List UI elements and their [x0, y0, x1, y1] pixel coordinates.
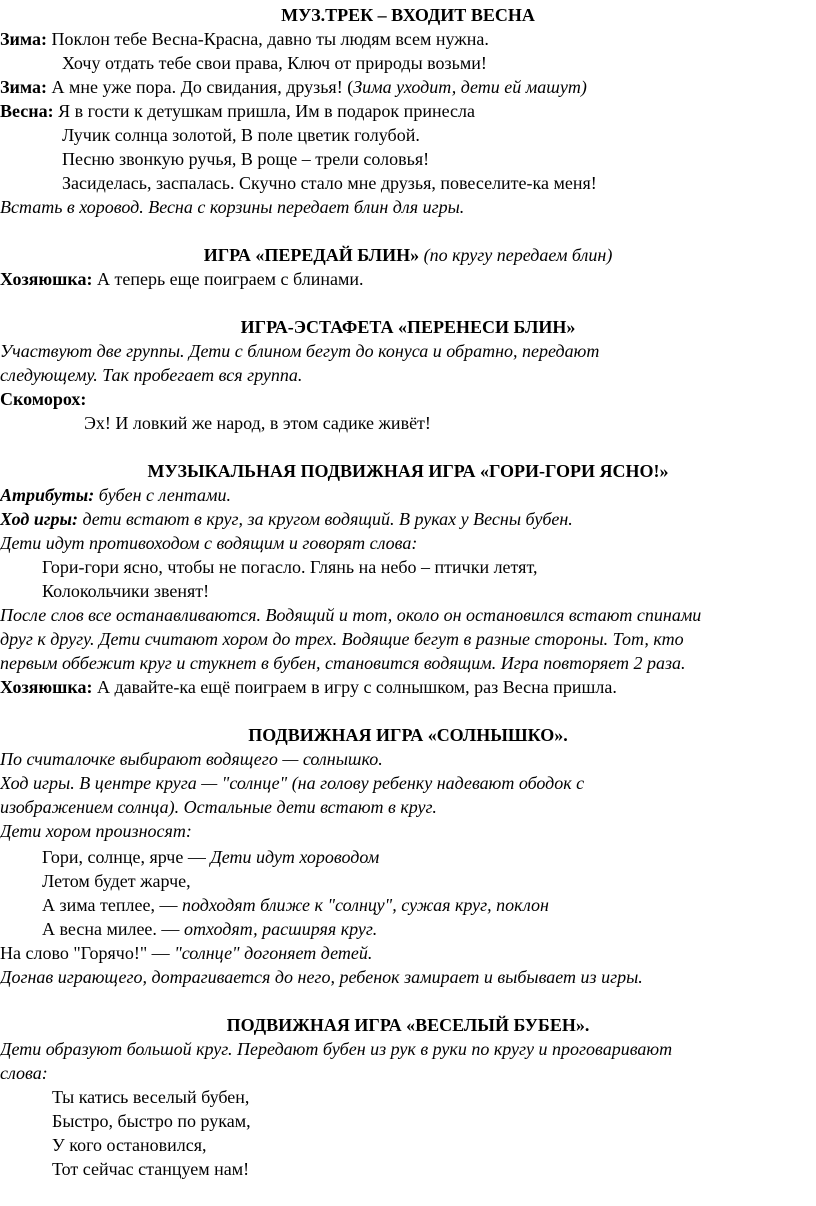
label: Ход игры: [0, 509, 78, 529]
stage-note: Встать в хоровод. Весна с корзины передает блин для игры. [0, 197, 465, 217]
value: бубен с лентами. [94, 485, 231, 505]
paragraph-line [0, 942, 372, 964]
speech-text: Я в гости к детушкам пришла, Им в подарок принесла [53, 101, 475, 121]
speaker-label: Весна: [0, 101, 54, 121]
paragraph-line: По считалочке выбирают водящего — солнышко. [0, 749, 383, 769]
paragraph-line: Ход игры. В центре круга — "солнце" (на голову ребенку надевают ободок с [0, 773, 585, 793]
paragraph-line: После слов все останавливаются. Водящий и тот, около он остановился встают спинами [0, 605, 702, 625]
line-zima-2: Хочу отдать тебе свои права, Ключ от природы возьми! [62, 53, 487, 73]
verse-line [42, 894, 549, 916]
verse-text: А зима теплее, — [42, 895, 182, 915]
line-host-1 [0, 268, 363, 290]
verse-text: А весна милее. — [42, 919, 184, 939]
verse-line: Тот сейчас станцуем нам! [52, 1159, 250, 1179]
section-heading: ИГРА-ЭСТАФЕТА «ПЕРЕНЕСИ БЛИН» [240, 317, 576, 337]
speech-text: А мне уже пора. До свидания, друзья! ( [47, 77, 354, 97]
line-zima-1 [0, 28, 489, 50]
title: МУЗ.ТРЕК – ВХОДИТ ВЕСНА [281, 5, 535, 25]
paragraph-line: Дети идут противоходом с водящим и говорят слова: [0, 533, 418, 553]
game-flow-line [0, 508, 573, 530]
label: Атрибуты: [0, 485, 95, 505]
paragraph-line: Догнав играющего, дотрагивается до него, ребенок замирает и выбывает из игры. [0, 967, 643, 987]
line-zima-3 [0, 76, 587, 98]
heading-note: (по кругу передаем блин) [419, 245, 613, 265]
paragraph-line: Участвуют две группы. Дети с блином бегут до конуса и обратно, передают [0, 341, 600, 361]
speaker-label: Хозяюшка: [0, 269, 93, 289]
line-vesna-4: Засиделась, заспалась. Скучно стало мне друзья, повеселите-ка меня! [62, 173, 597, 193]
speech-text: А давайте-ка ещё поиграем в игру с солнышком, раз Весна пришла. [92, 677, 617, 697]
paragraph-line: друг к другу. Дети считают хором до трех. Водящие бегут в разные стороны. Тот, кто [0, 629, 684, 649]
verse-line: Ты катись веселый бубен, [52, 1087, 250, 1107]
speaker-label: Зима: [0, 77, 48, 97]
line-vesna-3: Песню звонкую ручья, В роще – трели соловья! [62, 149, 430, 169]
verse-line [42, 846, 379, 868]
stage-direction: отходят, расширяя круг. [183, 919, 378, 939]
speaker-label: Скоморох: [0, 389, 87, 409]
line-vesna-2: Лучик солнца золотой, В поле цветик голубой. [62, 125, 420, 145]
section-heading [0, 244, 816, 266]
paragraph-line: первым оббежит круг и стукнет в бубен, становится водящим. Игра повторяет 2 раза. [0, 653, 686, 673]
value: дети встают в круг, за кругом водящий. В руках у Весны бубен. [77, 509, 573, 529]
paragraph-line: слова: [0, 1063, 48, 1083]
stage-direction: Дети идут хороводом [210, 847, 380, 867]
verse-line: Гори-гори ясно, чтобы не погасло. Глянь на небо – птички летят, [42, 557, 538, 577]
attributes-line [0, 484, 231, 506]
stage-direction: подходят ближе к "солнцу", сужая круг, поклон [181, 895, 549, 915]
paragraph-line: следующему. Так пробегает вся группа. [0, 365, 303, 385]
paragraph-line: Дети образуют большой круг. Передают бубен из рук в руки по кругу и проговаривают [0, 1039, 673, 1059]
verse-line: Колокольчики звенят! [42, 581, 210, 601]
stage-direction: Зима уходит, дети ей машут) [353, 77, 587, 97]
section-heading: ПОДВИЖНАЯ ИГРА «ВЕСЕЛЫЙ БУБЕН». [226, 1015, 590, 1035]
stage-direction: "солнце" догоняет детей. [174, 943, 373, 963]
verse-line: У кого остановился, [52, 1135, 207, 1155]
verse-line: Летом будет жарче, [42, 871, 191, 891]
section-heading: ПОДВИЖНАЯ ИГРА «СОЛНЫШКО». [248, 725, 568, 745]
speaker-label: Хозяюшка: [0, 677, 93, 697]
verse-line: Быстро, быстро по рукам, [52, 1111, 251, 1131]
paragraph-line: Дети хором произносят: [0, 821, 192, 841]
paragraph-line: изображением солнца). Остальные дети встают в круг. [0, 797, 437, 817]
verse-text: На слово "Горячо!" — [0, 943, 175, 963]
heading-text: ИГРА «ПЕРЕДАЙ БЛИН» [203, 245, 420, 265]
speech-text: Поклон тебе Весна-Красна, давно ты людям всем нужна. [47, 29, 489, 49]
section-heading: МУЗЫКАЛЬНАЯ ПОДВИЖНАЯ ИГРА «ГОРИ-ГОРИ ЯСНО!» [147, 461, 669, 481]
speech-text: Эх! И ловкий же народ, в этом садике живёт! [84, 413, 431, 433]
speaker-label: Зима: [0, 29, 48, 49]
line-host-2 [0, 676, 617, 698]
verse-text: Гори, солнце, ярче — [42, 847, 211, 867]
verse-line [42, 918, 377, 940]
line-vesna-1 [0, 100, 475, 122]
speech-text: А теперь еще поиграем с блинами. [92, 269, 364, 289]
